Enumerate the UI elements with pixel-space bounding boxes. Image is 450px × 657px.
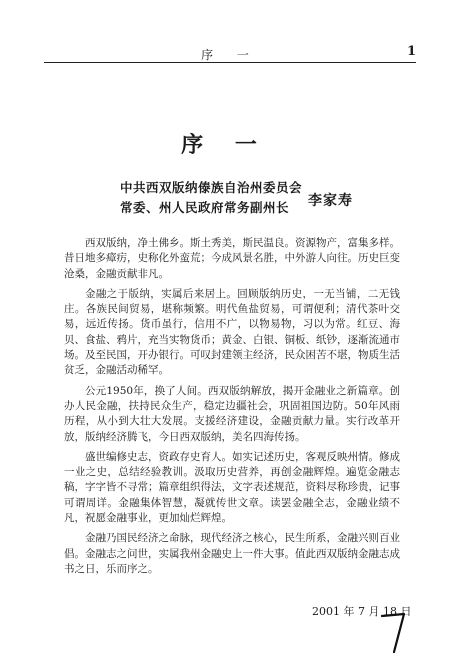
paragraph: 西双版纳，净土佛乡。斯土秀美，斯民温良。资源物产，富集多样。昔日地多瘴疠，史称化外蛮荒；今成风景名胜，中外游人向往。历史巨变沧桑，金融贡献非凡。 [64, 237, 400, 280]
paragraph: 金融乃国民经济之命脉，现代经济之核心，民生所系，金融兴则百业倡。金融志之问世，实属我州金融史上一件大事。值此西双版纳金融志成书之日，乐而序之。 [64, 532, 400, 575]
handwritten-page-mark [370, 610, 420, 655]
page-number: 1 [406, 44, 416, 59]
running-header [44, 46, 416, 63]
running-title: 序 一 [201, 48, 259, 62]
preface-title: 序 一 [181, 132, 269, 158]
paragraph: 盛世编修史志，资政存史育人。如实记述历史，客观反映州情。修成一业之史，总结经验教训。汲取历史营养，再创金融辉煌。遍览金融志稿，字字皆不寻常；篇章组织得法，文字表述规范，资料尽称珍贵，记事可谓周详。金融集体智慧，凝就传世文章。读罢金融全志，金融业绩不凡，祝愿金融事业，更加灿烂辉煌。 [64, 450, 400, 525]
preface-date: 2001 年 7 月 18 日 [312, 605, 412, 618]
author-byline [120, 178, 420, 220]
paragraph: 金融之于版纳，实属后来居上。回顾版纳历史，一无当铺，二无钱庄。各族民间贸易，堪称频繁。明代鱼盐贸易，可谓便利；清代茶叶交易，远近传扬。货币虽行，信用不广，以物易物，习以为常。红豆、海贝、食盐、鸦片，充当实物货币；黄金、白银、铜板、纸钞，逐渐流通市场。及至民国，开办银行。可叹封建领主经济，民众困苦不堪，物质生活贫乏，金融活动稀罕。 [64, 287, 400, 377]
preface-body [64, 236, 400, 582]
paragraph: 公元1950年，换了人间。西双版纳解放，揭开金融业之新篇章。创办人民金融，扶持民众生产，稳定边疆社会，巩固祖国边防。50年风雨历程，从小到大壮大发展。支援经济建设，金融贡献力量。实行改革开放，版纳经济腾飞，今日西双版纳，美名四海传扬。 [64, 384, 400, 443]
author-name: 李家寿 [308, 193, 353, 209]
author-position-line-1: 中共西双版纳傣族自治州委员会 [120, 180, 303, 195]
author-position-line-2: 常委、州人民政府常务副州长 [120, 200, 290, 215]
